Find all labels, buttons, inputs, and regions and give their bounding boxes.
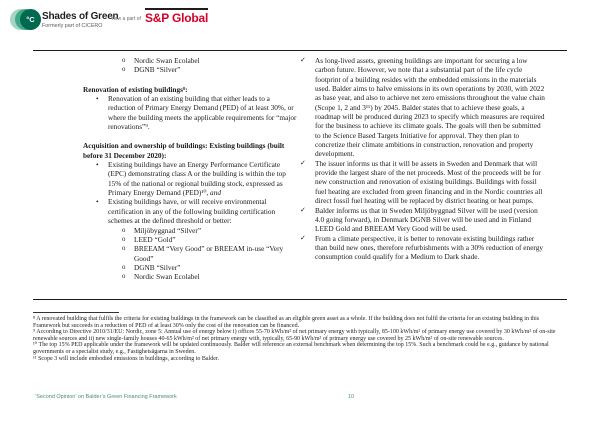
footnote-9: ⁹ According to Directive 2010/31/EU: Nordic, zone 5: Annual use of energy below i) offices 55-70 kWh/m² of net primary energy with typically, 85-100 kWh/m² of primary energy use covered by 30 kWh/m² of on-site renewable sources and ii) new single-family houses 40-65 kWh/m² of net primary energy with, typically, 65-90 kWh/m² of primary energy use covered by 25 kWh/m² of on-site renewable sources. bbox=[33, 329, 556, 342]
cert-label: Nordic Swan Ecolabel bbox=[134, 272, 200, 282]
footnote-8: ⁸ A renovated building that fulfils the criteria for existing buildings in the framework can be classified as an eligible green asset as a whole. If the building does not fulfil the criteria for an existing building in this Framework but succeeds in a reduction of PED of at least 30% only the cost of the renovation can be financed. bbox=[33, 316, 540, 329]
checkmark-icon: ✓ bbox=[300, 158, 306, 167]
bullet-text: Existing buildings have an Energy Performance Certificate (EPC) demonstrating class A or the building is within the top 15% of the national or regional building stock, expressed as Primary Energy Demand (PED)¹⁰, and bbox=[108, 160, 286, 198]
bullet-text: Renovation of an existing building that either leads to a reduction of Primary Energy Demand (PED) of at least 30%, or where the building meets the applicable requirements for “major renovations”⁹. bbox=[108, 94, 297, 132]
list-item bbox=[122, 263, 297, 272]
check-item bbox=[300, 206, 545, 234]
circle-bullet-icon: o bbox=[122, 273, 126, 281]
list-item bbox=[96, 160, 297, 197]
circle-bullet-icon: o bbox=[122, 263, 126, 271]
right-column-assessment-notes bbox=[300, 56, 545, 282]
list-item bbox=[122, 272, 297, 281]
check-text: As long-lived assets, greening buildings are important for securing a low carbon future. However, we note that a substantial part of the life cycle footprint of a building resides with the embedded emissions in the materials used. Balder aims to halve emissions in its own operations by 2030, with 2022 as base year, and also to achieve net zero emissions throughout the value chain (Scope 1, 2 and 3¹¹) by 2045. Balder states that to achieve these goals, a roadmap will be produced during 2023 to specify which measures are required for the business to achieve its climate goals. The goals will then be submitted to the Science Based Targets Initiative for approval. They then plan to concretize their climate ambitions in construction, renovation and property development. bbox=[315, 56, 545, 159]
logo-circle-dark bbox=[20, 9, 41, 30]
cert-label: BREEAM “Very Good” or BREEAM in-use “Very Good” bbox=[134, 244, 284, 263]
cert-label: Miljöbyggnad “Silver” bbox=[134, 225, 202, 235]
list-item bbox=[96, 197, 297, 225]
sp-global-logo: S&P Global bbox=[145, 8, 208, 25]
brand-formerly-label: Formerly part of CICERO bbox=[42, 23, 103, 29]
logo-degree-label: °C bbox=[26, 15, 35, 24]
list-item bbox=[122, 56, 297, 65]
brand-name: Shades of Green bbox=[42, 11, 119, 22]
heading-acquisition: Acquisition and ownership of buildings: Existing buildings (built before 31 December 2020): bbox=[83, 141, 285, 160]
check-item bbox=[300, 56, 545, 159]
list-item bbox=[96, 94, 297, 131]
cert-label: DGNB “Silver” bbox=[134, 262, 181, 272]
footnotes bbox=[33, 316, 567, 362]
check-text: The issuer informs us that it will be assets in Sweden and Denmark that will provide the largest share of the net proceeds. Most of the proceeds will be for new construction and renovation of existing buildings. Buildings with fossil fuel heating are excluded from green financing and in the Nordic countries all direct fossil fuel heating will be replaced by district heating or heat pumps. bbox=[315, 158, 543, 206]
circle-bullet-icon: o bbox=[122, 235, 126, 243]
dot-bullet-icon: • bbox=[96, 160, 99, 170]
list-item bbox=[122, 244, 297, 263]
circle-bullet-icon: o bbox=[122, 66, 126, 74]
list-item bbox=[122, 65, 297, 74]
now-a-part-of-label: now a part of bbox=[112, 16, 141, 22]
circle-bullet-icon: o bbox=[122, 57, 126, 64]
checkmark-icon: ✓ bbox=[300, 56, 306, 64]
check-item bbox=[300, 159, 545, 206]
footer-document-title: ‘Second Opinion’ on Balder’s Green Financing Framework bbox=[35, 394, 177, 400]
check-item bbox=[300, 234, 545, 262]
left-column-eligibility-criteria bbox=[83, 56, 297, 282]
cert-label: DGNB “Silver” bbox=[134, 65, 181, 75]
list-item bbox=[122, 226, 297, 235]
footnote-10: ¹⁰ The top 15% PED applicable under the framework will be updated continuously. Balder will reference an external benchmark when determining the top 15%. Such a benchmark could be e.g., guidance by national governments or a specialist study, e.g., Fastighetsägarna in Sweden. bbox=[33, 342, 549, 355]
checkmark-icon: ✓ bbox=[300, 233, 306, 242]
footnote-separator bbox=[33, 312, 119, 313]
footnote-11: ¹¹ Scope 3 will include embodied emissions in buildings, according to Balder. bbox=[33, 355, 220, 362]
dot-bullet-icon: • bbox=[96, 94, 99, 104]
circle-bullet-icon: o bbox=[122, 226, 126, 234]
cert-label: LEED “Gold” bbox=[134, 234, 176, 244]
content-columns bbox=[83, 56, 545, 282]
circle-bullet-icon: o bbox=[122, 245, 126, 253]
heading-renovation: Renovation of existing buildings⁸: bbox=[83, 84, 188, 94]
cert-label: Nordic Swan Ecolabel bbox=[134, 56, 200, 65]
check-text: Balder informs us that in Sweden Miljöbyggnad Silver will be used (version 4.0 going forward), in Denmark DGNB Silver will be used and in Finland LEED Gold and BREEAM Very Good will be used. bbox=[315, 205, 538, 234]
table-top-rule bbox=[33, 50, 567, 51]
footer-page-number: 10 bbox=[348, 394, 355, 400]
dot-bullet-icon: • bbox=[96, 197, 99, 207]
bullet-text: Existing buildings have, or will receive environmental certification in any of the following building certification schemes at the defined threshold or better: bbox=[108, 197, 276, 226]
table-bottom-rule bbox=[33, 299, 567, 300]
checkmark-icon: ✓ bbox=[300, 205, 306, 214]
carryover-cert-list bbox=[122, 56, 297, 75]
list-item bbox=[122, 235, 297, 244]
shades-of-green-logo-icon bbox=[10, 9, 42, 31]
certification-schemes-list bbox=[122, 226, 297, 282]
italic-and: and bbox=[210, 188, 221, 198]
check-text: From a climate perspective, it is better to renovate existing buildings rather than build new ones, therefore refurbishments with a 30% reduction of energy consumption could qualify for a Medium to Dark shade. bbox=[315, 233, 544, 262]
